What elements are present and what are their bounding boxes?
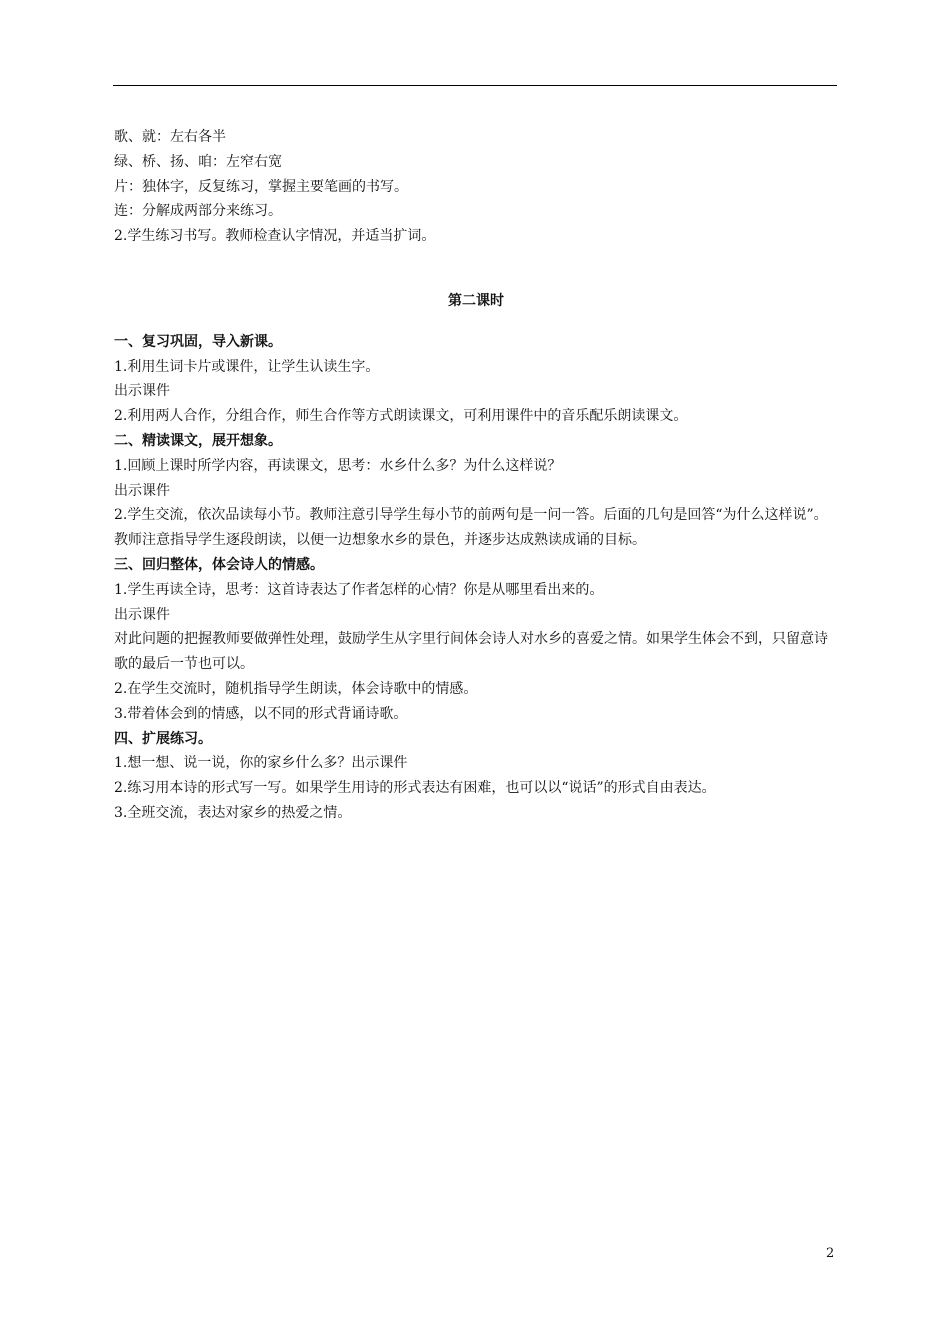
text-line: 教师注意指导学生逐段朗读，以便一边想象水乡的景色，并逐步达成熟读成诵的目标。 <box>114 532 646 549</box>
text-line: 1.学生再读全诗，思考：这首诗表达了作者怎样的心情？你是从哪里看出来的。 <box>114 581 604 598</box>
text-line: 3.带着体会到的情感，以不同的形式背诵诗歌。 <box>114 705 408 722</box>
text-line: 1.利用生词卡片或课件，让学生认读生字。 <box>114 358 380 375</box>
text-line: 3.全班交流，表达对家乡的热爱之情。 <box>114 804 352 821</box>
page-number: 2 <box>826 1246 835 1261</box>
text-line: 2.练习用本诗的形式写一写。如果学生用诗的形式表达有困难，也可以以“说话”的形式自由表达。 <box>114 780 716 797</box>
header-rule <box>113 85 837 86</box>
section-heading: 三、回归整体，体会诗人的情感。 <box>114 556 324 573</box>
lesson-title: 第二课时 <box>448 292 504 309</box>
text-line: 连：分解成两部分来练习。 <box>114 203 282 220</box>
text-line: 出示课件 <box>114 383 170 400</box>
text-line: 对此问题的把握教师要做弹性处理，鼓励学生从字里行间体会诗人对水乡的喜爱之情。如果学生体会不到，只留意诗歌的最后一节也可以。 <box>114 631 828 673</box>
document-body <box>114 125 838 826</box>
section-heading: 四、扩展练习。 <box>114 730 212 747</box>
text-line: 绿、桥、扬、咱：左窄右宽 <box>114 153 282 170</box>
text-line: 2.学生交流，依次品读每小节。教师注意引导学生每小节的前两句是一问一答。后面的几句是回答“为什么这样说”。 <box>114 507 828 524</box>
text-line: 歌、就：左右各半 <box>114 129 226 145</box>
text-line: 2.学生练习书写。教师检查认字情况，并适当扩词。 <box>114 228 436 245</box>
text-line: 出示课件 <box>114 606 170 623</box>
text-line: 1.想一想、说一说，你的家乡什么多？出示课件 <box>114 755 408 772</box>
section-heading: 一、复习巩固，导入新课。 <box>114 333 282 350</box>
section-heading: 二、精读课文，展开想象。 <box>114 432 282 449</box>
text-line: 1.回顾上课时所学内容，再读课文，思考：水乡什么多？为什么这样说？ <box>114 457 562 474</box>
text-line: 片：独体字，反复练习，掌握主要笔画的书写。 <box>114 178 408 195</box>
text-line: 出示课件 <box>114 482 170 499</box>
text-line: 2.利用两人合作，分组合作，师生合作等方式朗读课文，可利用课件中的音乐配乐朗读课文。 <box>114 408 688 425</box>
text-line: 2.在学生交流时，随机指导学生朗读，体会诗歌中的情感。 <box>114 680 478 697</box>
